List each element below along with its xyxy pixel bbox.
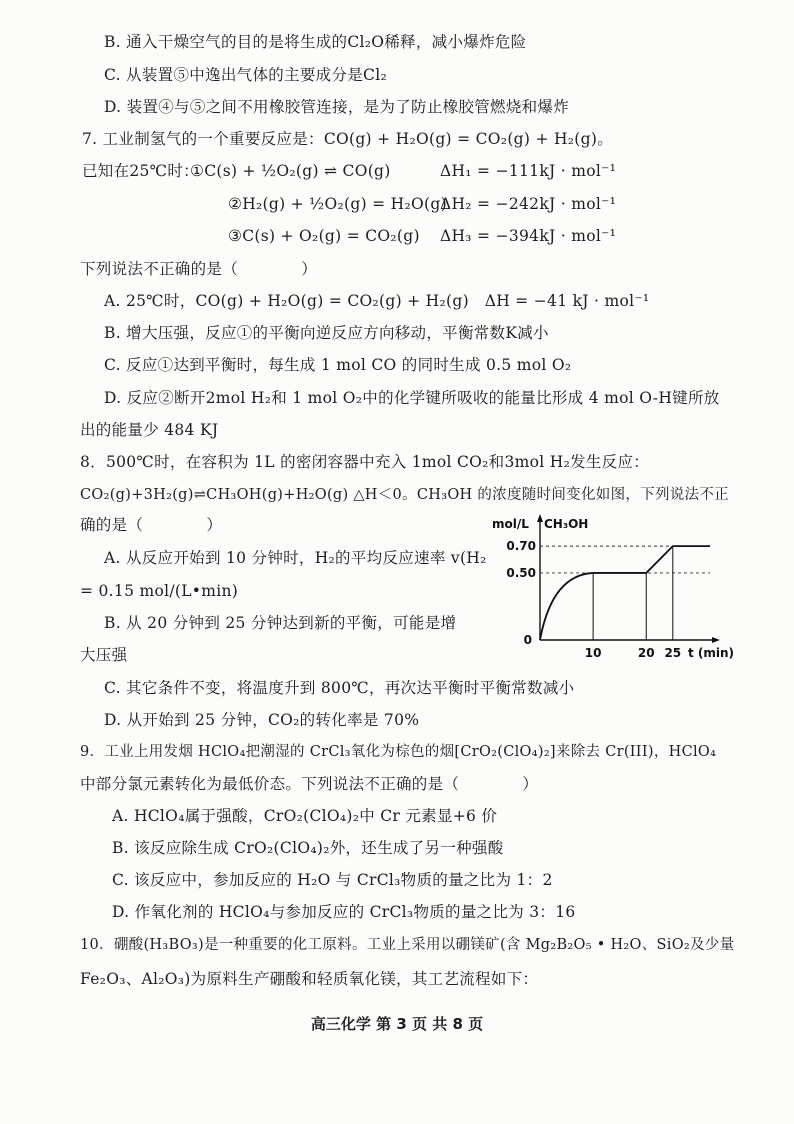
x-tick-label: 20 (637, 646, 655, 660)
q7-eq1: ①C(s) + ½O₂(g) ⇌ CO(g) (190, 162, 391, 180)
q7-known-prefix: 已知在25℃时： (82, 162, 199, 180)
x-tick-label: 25 (664, 646, 682, 660)
q7-dh2: ΔH₂ = −242kJ · mol⁻¹ (440, 195, 617, 213)
q7-dh1: ΔH₁ = −111kJ · mol⁻¹ (440, 162, 617, 180)
q8-option-a-line1: A. 从反应开始到 10 分钟时，H₂的平均反应速率 v(H₂ (104, 549, 487, 567)
q6-option-b: B. 通入干燥空气的目的是将生成的Cl₂O稀释，减小爆炸危险 (104, 33, 527, 51)
q7-eq2: ②H₂(g) + ½O₂(g) = H₂O(g) (228, 195, 447, 213)
q7-question: 下列说法不正确的是（ ） (80, 260, 318, 278)
q6-option-c: C. 从装置⑤中逸出气体的主要成分是Cl₂ (104, 66, 387, 84)
q10-stem-line2: Fe₂O₃、Al₂O₃)为原料生产硼酸和轻质氧化镁，其工艺流程如下： (80, 970, 539, 988)
y-axis-arrow (537, 514, 543, 522)
q8-option-d: D. 从开始到 25 分钟，CO₂的转化率是 70% (104, 711, 420, 729)
q8-option-b-line1: B. 从 20 分钟到 25 分钟达到新的平衡，可能是增 (104, 614, 457, 632)
x-tick-label: 10 (584, 646, 602, 660)
page-footer: 高三化学 第 3 页 共 8 页 (310, 1015, 484, 1033)
q8-option-a-line2: = 0.15 mol/(L•min) (80, 582, 239, 600)
q9-option-d: D. 作氧化剂的 HClO₄与参加反应的 CrCl₃物质的量之比为 3：16 (112, 903, 576, 921)
q8-stem-line3: 确的是（ ） (80, 516, 223, 534)
q7-option-b: B. 增大压强，反应①的平衡向逆反应方向移动，平衡常数K减小 (104, 324, 549, 342)
q9-option-b: B. 该反应除生成 CrO₂(ClO₄)₂外，还生成了另一种强酸 (112, 839, 504, 857)
ch3oh-concentration-chart (488, 512, 735, 672)
q8-option-b-line2: 大压强 (80, 646, 128, 664)
q7-stem: 7. 工业制氢气的一个重要反应是：CO(g) + H₂O(g) = CO₂(g) + H₂(g)。 (82, 130, 614, 148)
q7-eq3: ③C(s) + O₂(g) = CO₂(g) (228, 227, 420, 245)
q8-stem-line2: CO₂(g)+3H₂(g)⇌CH₃OH(g)+H₂O(g) △H＜0。CH₃OH 的浓度随时间变化如图，下列说法不正 (80, 487, 729, 503)
y-tick-label: 0.70 (506, 539, 536, 554)
y-tick-label: 0.50 (506, 565, 536, 580)
q7-option-d-line1: D. 反应②断开2mol H₂和 1 mol O₂中的化学键所吸收的能量比形成 4 mol O-H键所放 (104, 389, 720, 407)
q6-option-d: D. 装置④与⑤之间不用橡胶管连接，是为了防止橡胶管燃烧和爆炸 (104, 98, 570, 116)
q8-option-c: C. 其它条件不变，将温度升到 800℃，再次达平衡时平衡常数减小 (104, 679, 575, 697)
chart-title: CH₃OH (544, 517, 589, 531)
q8-stem-line1: 8．500℃时，在容积为 1L 的密闭容器中充入 1mol CO₂和3mol H₂发生反应： (80, 453, 650, 471)
q9-option-a: A. HClO₄属于强酸，CrO₂(ClO₄)₂中 Cr 元素显+6 价 (112, 807, 498, 825)
q7-option-a: A. 25℃时，CO(g) + H₂O(g) = CO₂(g) + H₂(g) ΔH = −41 kJ · mol⁻¹ (104, 292, 650, 310)
q9-stem-line1: 9．工业上用发烟 HClO₄把潮湿的 CrCl₃氧化为棕色的烟[CrO₂(ClO₄)₂]来除去 Cr(III)，HClO₄ (80, 744, 717, 760)
q9-stem-line2: 中部分氯元素转化为最低价态。下列说法不正确的是（ ） (80, 775, 539, 793)
x-axis-label: t (min) (688, 646, 735, 660)
q7-option-d-line2: 出的能量少 484 KJ (80, 421, 219, 439)
q10-stem-line1: 10．硼酸(H₃BO₃)是一种重要的化工原料。工业上采用以硼镁矿(含 Mg₂B₂O₅ • H₂O、SiO₂及少量 (80, 937, 735, 953)
q7-option-c: C. 反应①达到平衡时，每生成 1 mol CO 的同时生成 0.5 mol O₂ (104, 356, 572, 374)
ch3oh-series-line (540, 546, 710, 640)
tick-label-origin: 0 (523, 633, 532, 647)
q7-dh3: ΔH₃ = −394kJ · mol⁻¹ (440, 227, 617, 245)
y-axis-label: mol/L (492, 517, 529, 531)
q9-option-c: C. 该反应中，参加反应的 H₂O 与 CrCl₃物质的量之比为 1：2 (112, 871, 553, 889)
x-axis-arrow (712, 637, 720, 643)
